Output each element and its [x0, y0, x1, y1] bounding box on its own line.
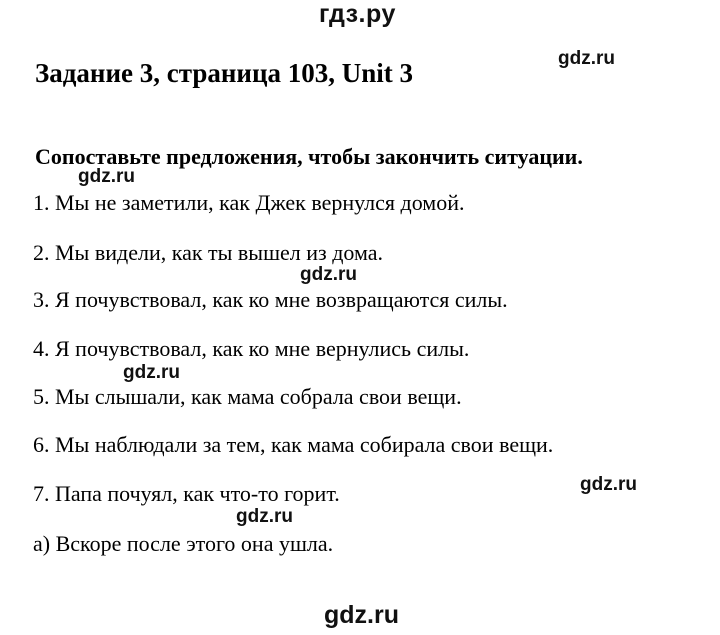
- watermark-top: гдз.ру: [319, 0, 396, 28]
- sentence-6: 6. Мы наблюдали за тем, как мама собирала свои вещи.: [33, 432, 554, 457]
- watermark-5: gdz.ru: [580, 474, 637, 495]
- sentence-1: 1. Мы не заметили, как Джек вернулся домой.: [33, 190, 465, 215]
- sentence-2: 2. Мы видели, как ты вышел из дома.: [33, 240, 384, 265]
- task-instruction: Сопоставьте предложения, чтобы закончить ситуации.: [35, 144, 583, 169]
- page-title: Задание 3, страница 103, Unit 3: [35, 58, 414, 88]
- option-a: а) Вскоре после этого она ушла.: [33, 531, 334, 556]
- watermark-1: gdz.ru: [558, 48, 615, 69]
- sentence-7: 7. Папа почуял, как что-то горит.: [33, 481, 340, 506]
- sentence-4: 4. Я почувствовал, как ко мне вернулись силы.: [33, 336, 470, 361]
- watermark-2: gdz.ru: [78, 166, 135, 187]
- watermark-3: gdz.ru: [300, 264, 357, 285]
- watermark-4: gdz.ru: [123, 362, 180, 383]
- watermark-6: gdz.ru: [236, 506, 293, 527]
- watermark-bottom: gdz.ru: [324, 601, 399, 629]
- sentence-5: 5. Мы слышали, как мама собрала свои вещи.: [33, 384, 462, 409]
- sentence-3: 3. Я почувствовал, как ко мне возвращаются силы.: [33, 287, 508, 312]
